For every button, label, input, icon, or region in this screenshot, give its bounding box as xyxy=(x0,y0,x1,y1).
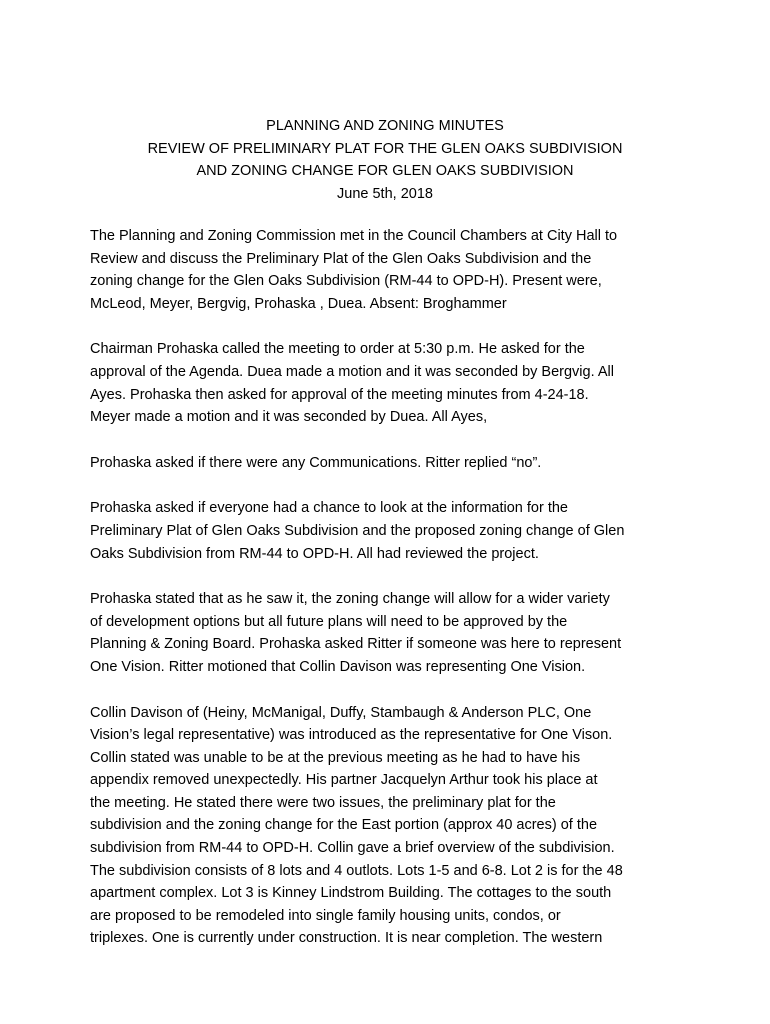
text-line: appendix removed unexpectedly. His partner Jacquelyn Arthur took his place at xyxy=(90,772,598,789)
text-line: subdivision from RM-44 to OPD-H. Collin gave a brief overview of the subdivision. xyxy=(90,840,615,857)
paragraph-call-to-order xyxy=(90,338,682,428)
text-line: One Vision. Ritter motioned that Collin Davison was representing One Vision. xyxy=(90,658,586,675)
paragraph-representative xyxy=(90,702,682,951)
text-line: triplexes. One is currently under construction. It is near completion. The western xyxy=(90,930,603,947)
header-line-date: June 5th, 2018 xyxy=(337,185,433,202)
text-line: apartment complex. Lot 3 is Kinney Lindstrom Building. The cottages to the south xyxy=(90,885,612,902)
text-line: Collin stated was unable to be at the previous meeting as he had to have his xyxy=(90,749,581,766)
text-line: Preliminary Plat of Glen Oaks Subdivision and the proposed zoning change of Glen xyxy=(90,522,625,539)
paragraph-review xyxy=(90,497,682,565)
text-line: Vision’s legal representative) was introduced as the representative for One Vison. xyxy=(90,727,613,744)
text-line: McLeod, Meyer, Bergvig, Prohaska , Duea. Absent: Broghammer xyxy=(90,295,507,312)
text-line: subdivision and the zoning change for the East portion (approx 40 acres) of the xyxy=(90,817,598,834)
text-line: are proposed to be remodeled into single family housing units, condos, or xyxy=(90,907,561,924)
text-line: of development options but all future plans will need to be approved by the xyxy=(90,613,568,630)
header-line-zoning-change: AND ZONING CHANGE FOR GLEN OAKS SUBDIVISION xyxy=(196,163,574,179)
header-line-title: PLANNING AND ZONING MINUTES xyxy=(266,118,504,134)
text-line: The subdivision consists of 8 lots and 4 outlots. Lots 1-5 and 6-8. Lot 2 is for the 48 xyxy=(90,862,623,879)
text-line: Prohaska stated that as he saw it, the zoning change will allow for a wider variety xyxy=(90,591,610,608)
text-line: the meeting. He stated there were two issues, the preliminary plat for the xyxy=(90,794,556,811)
text-line: Planning & Zoning Board. Prohaska asked Ritter if someone was here to represent xyxy=(90,636,622,653)
text-line: Prohaska asked if everyone had a chance to look at the information for the xyxy=(90,500,568,517)
paragraph-communications xyxy=(90,452,682,475)
text-line: Collin Davison of (Heiny, McManigal, Duffy, Stambaugh & Anderson PLC, One xyxy=(90,704,592,721)
minutes-body xyxy=(90,225,682,973)
paragraph-zoning-statement xyxy=(90,588,682,678)
paragraph-attendance xyxy=(90,225,682,315)
text-line: The Planning and Zoning Commission met in the Council Chambers at City Hall to xyxy=(90,228,618,244)
text-line: Chairman Prohaska called the meeting to order at 5:30 p.m. He asked for the xyxy=(90,341,585,358)
text-line: Review and discuss the Preliminary Plat of the Glen Oaks Subdivision and the xyxy=(90,250,592,267)
text-line: Prohaska asked if there were any Communications. Ritter replied “no”. xyxy=(90,454,542,471)
text-line: approval of the Agenda. Duea made a motion and it was seconded by Bergvig. All xyxy=(90,363,614,380)
text-line: Meyer made a motion and it was seconded by Duea. All Ayes, xyxy=(90,409,488,426)
header-line-plat-review: REVIEW OF PRELIMINARY PLAT FOR THE GLEN OAKS SUBDIVISION xyxy=(147,140,623,157)
text-line: Oaks Subdivision from RM-44 to OPD-H. All had reviewed the project. xyxy=(90,545,539,562)
minutes-header xyxy=(0,115,770,205)
text-line: Ayes. Prohaska then asked for approval of the meeting minutes from 4-24-18. xyxy=(90,386,589,403)
text-line: zoning change for the Glen Oaks Subdivision (RM-44 to OPD-H). Present were, xyxy=(90,273,602,290)
